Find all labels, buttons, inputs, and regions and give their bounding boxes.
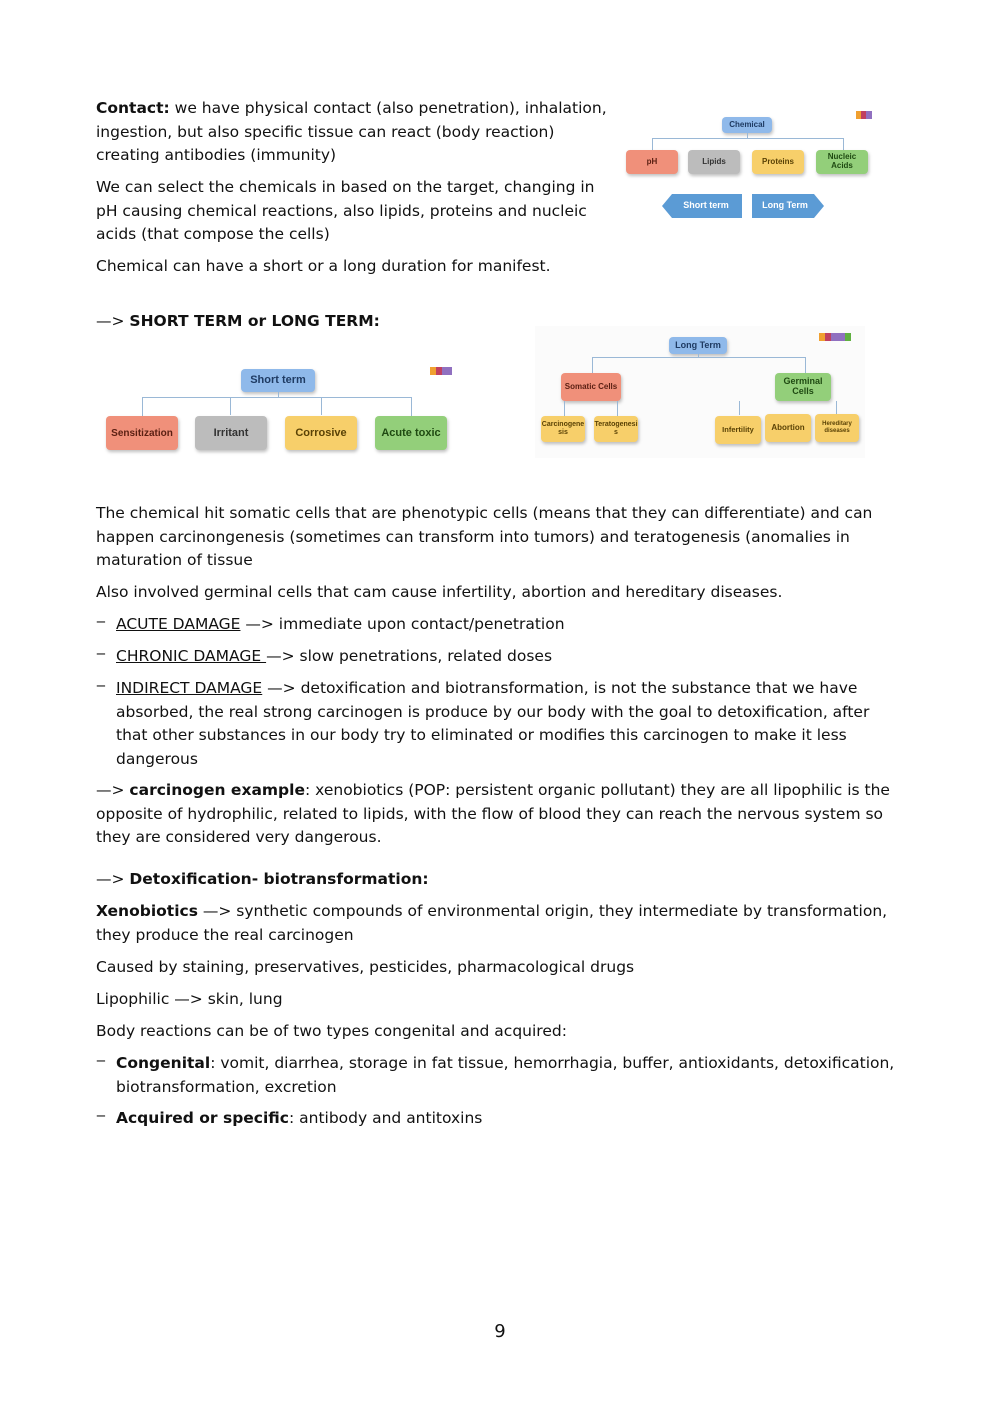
short-long-heading: —> SHORT TERM or LONG TERM: xyxy=(96,312,380,330)
connector xyxy=(592,357,806,374)
caused-by-paragraph: Caused by staining, preservatives, pesticides, pharmacological drugs xyxy=(96,958,635,976)
nucleic-acids-node: Nucleic Acids xyxy=(816,150,868,174)
infertility-node: Infertility xyxy=(715,416,761,444)
short-term-diagram xyxy=(100,360,465,460)
lipids-node: Lipids xyxy=(688,150,740,174)
contact-paragraph: Contact: we have physical contact (also penetration), inhalation, ingestion, but also specific tissue can react (body reaction) creating antibodies (immunity) xyxy=(96,99,607,164)
list-dash: ‒ xyxy=(96,1051,106,1069)
logo-icon xyxy=(856,108,872,132)
connector xyxy=(230,397,322,415)
carcinogenesis-node: Carcinogenesis xyxy=(541,416,585,442)
list-dash: ‒ xyxy=(96,1106,106,1124)
short-term-label: Short term xyxy=(683,200,729,211)
indirect-damage-item: INDIRECT DAMAGE —> detoxification and biotransformation, is not the substance that we have absorbed, the real strong carcinogen is produce by our body with the goal to detoxification, after that other substances in our body try to eliminated or modifies this carcinogen to make it less dangerous xyxy=(116,679,870,768)
germinal-cells-node: Germinal Cells xyxy=(775,373,831,401)
long-term-root-node: Long Term xyxy=(669,337,727,354)
teratogenesis-node: Teratogenesis xyxy=(594,416,638,442)
congenital-item: Congenital: vomit, diarrhea, storage in fat tissue, hemorrhagia, buffer, antioxidants, detoxification, biotransformation, excretion xyxy=(116,1054,895,1096)
logo-icon xyxy=(430,364,452,388)
somatic-cells-node: Somatic Cells xyxy=(561,373,621,401)
connector xyxy=(564,401,618,416)
long-term-label: Long Term xyxy=(762,200,808,211)
duration-paragraph: Chemical can have a short or a long duration for manifest. xyxy=(96,257,551,275)
corrosive-node: Corrosive xyxy=(285,416,357,450)
detox-heading: —> Detoxification- biotransformation: xyxy=(96,870,429,888)
xenobiotics-paragraph: Xenobiotics —> synthetic compounds of environmental origin, they intermediate by transformation, they produce the real carcinogen xyxy=(96,902,888,944)
abortion-node: Abortion xyxy=(765,414,811,442)
logo-icon xyxy=(819,330,851,354)
chemical-diagram xyxy=(620,100,885,240)
irritant-node: Irritant xyxy=(195,416,267,450)
chemical-target-paragraph: We can select the chemicals in based on the target, changing in pH causing chemical reactions, also lipids, proteins and nucleic acids (that compose the cells) xyxy=(96,178,595,243)
chronic-damage-item: CHRONIC DAMAGE —> slow penetrations, related doses xyxy=(116,647,553,665)
connector xyxy=(652,138,844,154)
germinal-paragraph: Also involved germinal cells that cam cause infertility, abortion and hereditary diseases. xyxy=(96,583,783,601)
proteins-node: Proteins xyxy=(752,150,804,174)
acquired-item: Acquired or specific: antibody and antitoxins xyxy=(116,1109,483,1127)
acute-damage-item: ACUTE DAMAGE —> immediate upon contact/penetration xyxy=(116,615,565,633)
acute-toxic-node: Acute toxic xyxy=(375,416,447,450)
lipophilic-paragraph: Lipophilic —> skin, lung xyxy=(96,990,283,1008)
carcinogen-example-paragraph: —> carcinogen example: xenobiotics (POP: persistent organic pollutant) they are all lipophilic is the opposite of hydrophilic, related to lipids, with the flow of blood they can reach the nervous system so they are considered very dangerous. xyxy=(96,781,890,846)
list-dash: ‒ xyxy=(96,612,106,630)
sensitization-node: Sensitization xyxy=(106,416,178,450)
chemical-node: Chemical xyxy=(722,117,772,133)
list-dash: ‒ xyxy=(96,676,106,694)
hereditary-diseases-node: Hereditary diseases xyxy=(815,414,859,442)
body-reactions-paragraph: Body reactions can be of two types congenital and acquired: xyxy=(96,1022,567,1040)
connector xyxy=(747,133,748,138)
page-number: 9 xyxy=(494,1321,506,1342)
list-dash: ‒ xyxy=(96,644,106,662)
somatic-paragraph: The chemical hit somatic cells that are phenotypic cells (means that they can differentiate) and can happen carcinongenesis (sometimes can transform into tumors) and teratogenesis (anomalies in maturation of tissue xyxy=(96,504,873,569)
connector xyxy=(739,401,837,415)
long-term-diagram xyxy=(535,326,865,458)
short-term-root-node: Short term xyxy=(241,369,315,392)
ph-node: pH xyxy=(626,150,678,174)
